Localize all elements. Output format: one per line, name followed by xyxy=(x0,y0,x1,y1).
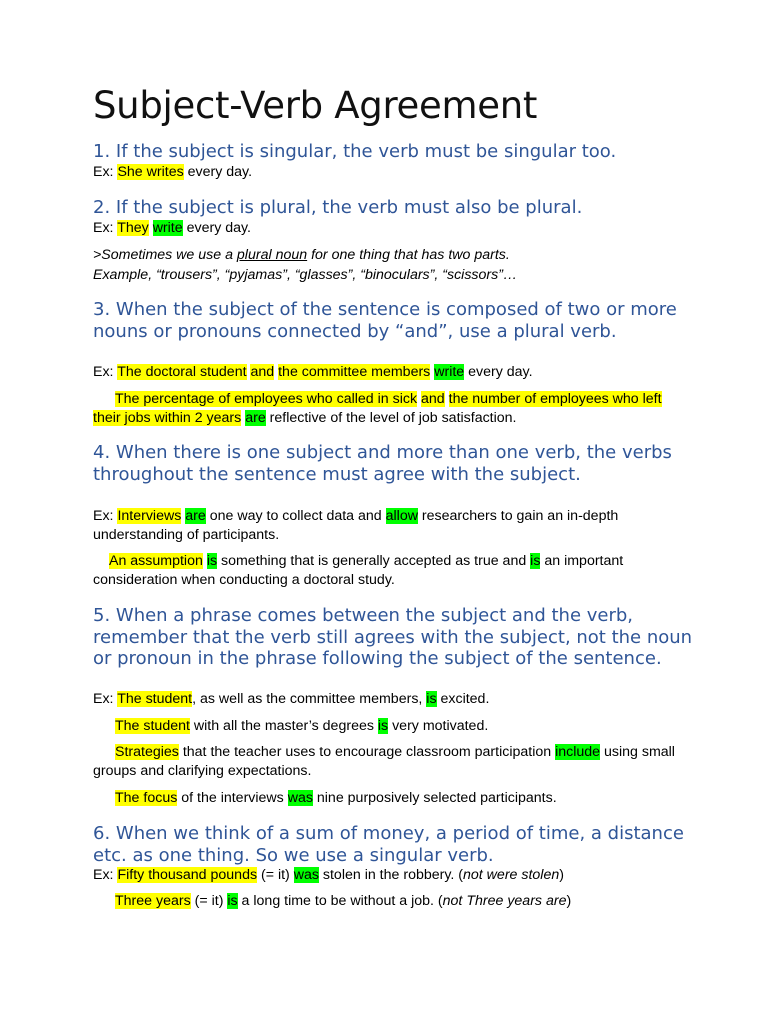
example-text: every day. xyxy=(183,164,253,180)
rule-4-heading: 4. When there is one subject and more than one verb, the verbs throughout the sentence must agree with the subject. xyxy=(93,442,672,485)
subject-highlight: An assumption xyxy=(109,553,203,569)
verb-highlight: was xyxy=(293,867,319,883)
rule-5-example-2 xyxy=(93,717,683,736)
subject-highlight: the committee members xyxy=(278,364,431,380)
subject-highlight: The focus xyxy=(115,790,178,806)
subject-highlight: the number of employees who left their jobs within 2 years xyxy=(93,391,662,426)
subject-highlight: They xyxy=(117,220,149,236)
italic-note: not were stolen xyxy=(463,867,560,883)
subject-highlight: Strategies xyxy=(115,744,179,760)
rule-3-example-2 xyxy=(93,390,683,428)
rule-6-example-2 xyxy=(93,892,683,911)
verb-highlight: write xyxy=(152,220,183,236)
rule-3-example-1 xyxy=(93,363,683,382)
example-prefix: Ex: xyxy=(93,364,118,380)
example-text: very motivated. xyxy=(388,718,489,734)
example-text: researchers to gain an in-depth understanding of participants. xyxy=(93,508,619,543)
rule-6-example-1 xyxy=(93,866,683,885)
verb-highlight: are xyxy=(245,410,266,426)
example-text: reflective of the level of job satisfaction. xyxy=(265,410,517,426)
rule-2-note xyxy=(93,245,683,285)
example-text: something that is generally accepted as true and xyxy=(217,553,531,569)
note-underlined: plural noun xyxy=(236,247,308,263)
example-text: an important consideration when conducting a doctoral study. xyxy=(93,553,624,588)
example-text: (= it) xyxy=(190,893,228,909)
example-text: excited. xyxy=(436,691,490,707)
subject-highlight: The student xyxy=(115,718,190,734)
example-prefix: Ex: xyxy=(93,691,118,707)
closing-paren: ) xyxy=(559,867,564,883)
note-text: >Sometimes we use a xyxy=(93,247,237,263)
subject-highlight: The student xyxy=(117,691,193,707)
closing-paren: ) xyxy=(566,893,572,909)
subject-highlight: Interviews xyxy=(117,508,182,524)
example-prefix: Ex: xyxy=(93,220,118,236)
subject-highlight: She writes xyxy=(117,164,184,180)
verb-highlight: is xyxy=(377,718,389,734)
example-text: using small groups and clarifying expectations. xyxy=(93,744,675,779)
example-text: one way to collect data and xyxy=(205,508,386,524)
verb-highlight: allow xyxy=(385,508,418,524)
example-text: nine purposively selected participants. xyxy=(312,790,557,806)
rule-4-example-2 xyxy=(93,552,683,590)
example-text: that the teacher uses to encourage classroom participation xyxy=(178,744,556,760)
rule-5-example-4 xyxy=(93,789,683,808)
verb-highlight: was xyxy=(287,790,313,806)
rule-4-example-1 xyxy=(93,507,683,545)
example-text: stolen in the robbery. ( xyxy=(318,867,464,883)
subject-highlight: The percentage of employees who called in sick xyxy=(115,391,418,407)
example-prefix: Ex: xyxy=(93,867,118,883)
rule-6-heading: 6. When we think of a sum of money, a period of time, a distance etc. as one thing. So we use a singular verb. xyxy=(93,823,684,866)
example-prefix: Ex: xyxy=(93,164,118,180)
example-text: a long time to be without a job. ( xyxy=(237,893,443,909)
example-text: every day. xyxy=(464,364,533,380)
verb-highlight: is xyxy=(426,691,437,707)
subject-highlight: The doctoral student xyxy=(117,364,247,380)
rule-3-heading: 3. When the subject of the sentence is composed of two or more nouns or pronouns connected by “and”, use a plural verb. xyxy=(93,299,677,342)
verb-highlight: write xyxy=(434,364,465,380)
example-text: of the interviews xyxy=(177,790,288,806)
rule-5-example-1 xyxy=(93,690,683,709)
italic-note: not Three years are xyxy=(442,893,567,909)
rule-2-example xyxy=(93,219,683,238)
verb-highlight: is xyxy=(530,553,541,569)
page-title: Subject-Verb Agreement xyxy=(93,84,538,127)
rule-5-example-3 xyxy=(93,743,683,781)
rule-1-example xyxy=(93,163,683,182)
verb-highlight: are xyxy=(185,508,206,524)
subject-highlight: Fifty thousand pounds xyxy=(117,867,258,883)
verb-highlight: include xyxy=(555,744,601,760)
conjunction-highlight: and xyxy=(421,391,445,407)
example-prefix: Ex: xyxy=(93,508,118,524)
rule-2-heading: 2. If the subject is plural, the verb must also be plural. xyxy=(93,197,583,218)
verb-highlight: is xyxy=(227,893,238,909)
example-text: every day. xyxy=(182,220,251,236)
rule-5-heading: 5. When a phrase comes between the subject and the verb, remember that the verb still agrees with the subject, not the noun or pronoun in the phrase following the subject of the sentence. xyxy=(93,605,693,669)
verb-highlight: is xyxy=(206,553,218,569)
example-text: , as well as the committee members, xyxy=(192,691,427,707)
note-text: for one thing that has two parts. xyxy=(307,247,510,263)
example-text: (= it) xyxy=(257,867,294,883)
note-examples: Example, “trousers”, “pyjamas”, “glasses”, “binoculars”, “scissors”… xyxy=(93,267,518,283)
conjunction-highlight: and xyxy=(250,364,275,380)
subject-highlight: Three years xyxy=(115,893,191,909)
rule-1-heading: 1. If the subject is singular, the verb must be singular too. xyxy=(93,141,617,162)
example-text: with all the master’s degrees xyxy=(189,718,378,734)
